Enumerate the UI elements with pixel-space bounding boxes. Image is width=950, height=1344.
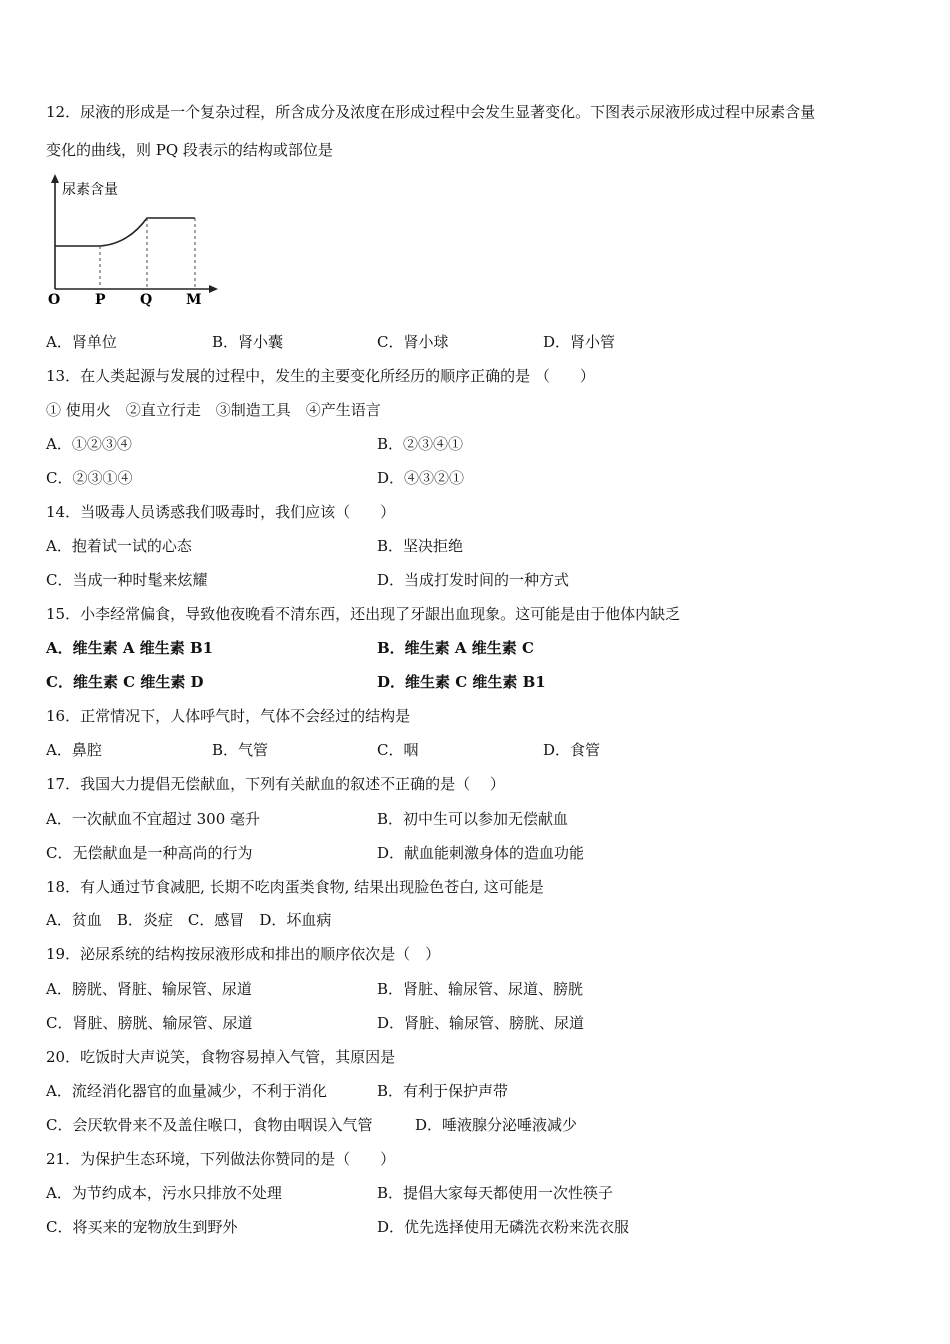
q20-text: 20．吃饭时大声说笑，食物容易掉入气管，其原因是: [46, 1048, 396, 1066]
q13-option-b: B．②③④①: [377, 435, 464, 453]
q12-option-c: C．肾小球: [377, 333, 449, 351]
urea-curve: [55, 218, 195, 246]
q15-text: 15．小李经常偏食，导致他夜晚看不清东西，还出现了牙龈出血现象。这可能是由于他体内缺乏: [46, 605, 681, 623]
q16-option-b: B．气管: [212, 741, 269, 759]
q14-option-d: D．当成打发时间的一种方式: [377, 571, 570, 589]
q21-option-b: B．提倡大家每天都使用一次性筷子: [377, 1184, 614, 1202]
q12-text-line1: 12．尿液的形成是一个复杂过程，所含成分及浓度在形成过程中会发生显著变化。下图表示尿液形成过程中尿素含量: [46, 103, 816, 121]
q17-option-d: D．献血能刺激身体的造血功能: [377, 844, 585, 862]
urea-content-graph: [40, 174, 220, 309]
graph-x-label-o: O: [48, 292, 61, 308]
q17-text: 17．我国大力提倡无偿献血，下列有关献血的叙述不正确的是（ ）: [46, 775, 505, 793]
q20-option-a: A．流经消化器官的血量减少，不利于消化: [46, 1082, 327, 1100]
q13-option-a: A．①②③④: [46, 435, 132, 453]
q16-text: 16．正常情况下，人体呼气时，气体不会经过的结构是: [46, 707, 411, 725]
q18-text: 18．有人通过节食减肥, 长期不吃肉蛋类食物, 结果出现脸色苍白, 这可能是: [46, 878, 544, 896]
graph-y-label: 尿素含量: [62, 182, 118, 198]
q13-items: ① 使用火 ②直立行走 ③制造工具 ④产生语言: [46, 401, 381, 419]
q12-option-d: D．肾小管: [543, 333, 616, 351]
q16-option-a: A．鼻腔: [46, 741, 102, 759]
q17-option-b: B．初中生可以参加无偿献血: [377, 810, 569, 828]
q20-option-d: D．唾液腺分泌唾液减少: [415, 1116, 578, 1134]
q13-option-c: C．②③①④: [46, 469, 133, 487]
q21-option-d: D．优先选择使用无磷洗衣粉来洗衣服: [377, 1218, 630, 1236]
q19-option-c: C．肾脏、膀胱、输尿管、尿道: [46, 1014, 253, 1032]
q20-option-c: C．会厌软骨来不及盖住喉口，食物由咽误入气管: [46, 1116, 373, 1134]
q16-option-d: D．食管: [543, 741, 601, 759]
q17-option-c: C．无偿献血是一种高尚的行为: [46, 844, 253, 862]
graph-x-arrow: [209, 285, 218, 293]
q13-text: 13．在人类起源与发展的过程中，发生的主要变化所经历的顺序正确的是 （ ）: [46, 367, 595, 385]
q15-option-d: D．维生素 C 维生素 B1: [377, 673, 546, 691]
q14-option-a: A．抱着试一试的心态: [46, 537, 192, 555]
graph-x-label-q: Q: [140, 292, 153, 308]
q12-option-a: A．肾单位: [46, 333, 117, 351]
q19-option-a: A．膀胱、肾脏、输尿管、尿道: [46, 980, 252, 998]
q21-text: 21．为保护生态环境，下列做法你赞同的是（ ）: [46, 1150, 396, 1168]
q15-option-a: A．维生素 A 维生素 B1: [46, 639, 214, 657]
q18-options: A．贫血 B．炎症 C．感冒 D．坏血病: [46, 911, 332, 929]
q15-option-c: C．维生素 C 维生素 D: [46, 673, 204, 691]
q19-option-d: D．肾脏、输尿管、膀胱、尿道: [377, 1014, 585, 1032]
q13-option-d: D．④③②①: [377, 469, 465, 487]
graph-x-label-p: P: [95, 292, 106, 308]
q16-option-c: C．咽: [377, 741, 419, 759]
graph-x-label-m: M: [186, 292, 202, 308]
q12-option-b: B．肾小囊: [212, 333, 284, 351]
q20-option-b: B．有利于保护声带: [377, 1082, 509, 1100]
q14-option-c: C．当成一种时髦来炫耀: [46, 571, 208, 589]
q14-option-b: B．坚决拒绝: [377, 537, 464, 555]
q21-option-a: A．为节约成本，污水只排放不处理: [46, 1184, 282, 1202]
q14-text: 14．当吸毒人员诱惑我们吸毒时，我们应该（ ）: [46, 503, 396, 521]
q17-option-a: A．一次献血不宜超过 300 毫升: [46, 810, 261, 828]
q19-text: 19．泌尿系统的结构按尿液形成和排出的顺序依次是（ ）: [46, 945, 441, 963]
q19-option-b: B．肾脏、输尿管、尿道、膀胱: [377, 980, 584, 998]
q21-option-c: C．将买来的宠物放生到野外: [46, 1218, 238, 1236]
q12-text-line2: 变化的曲线，则 PQ 段表示的结构或部位是: [46, 141, 333, 159]
graph-y-arrow: [51, 174, 59, 183]
q15-option-b: B．维生素 A 维生素 C: [377, 639, 534, 657]
